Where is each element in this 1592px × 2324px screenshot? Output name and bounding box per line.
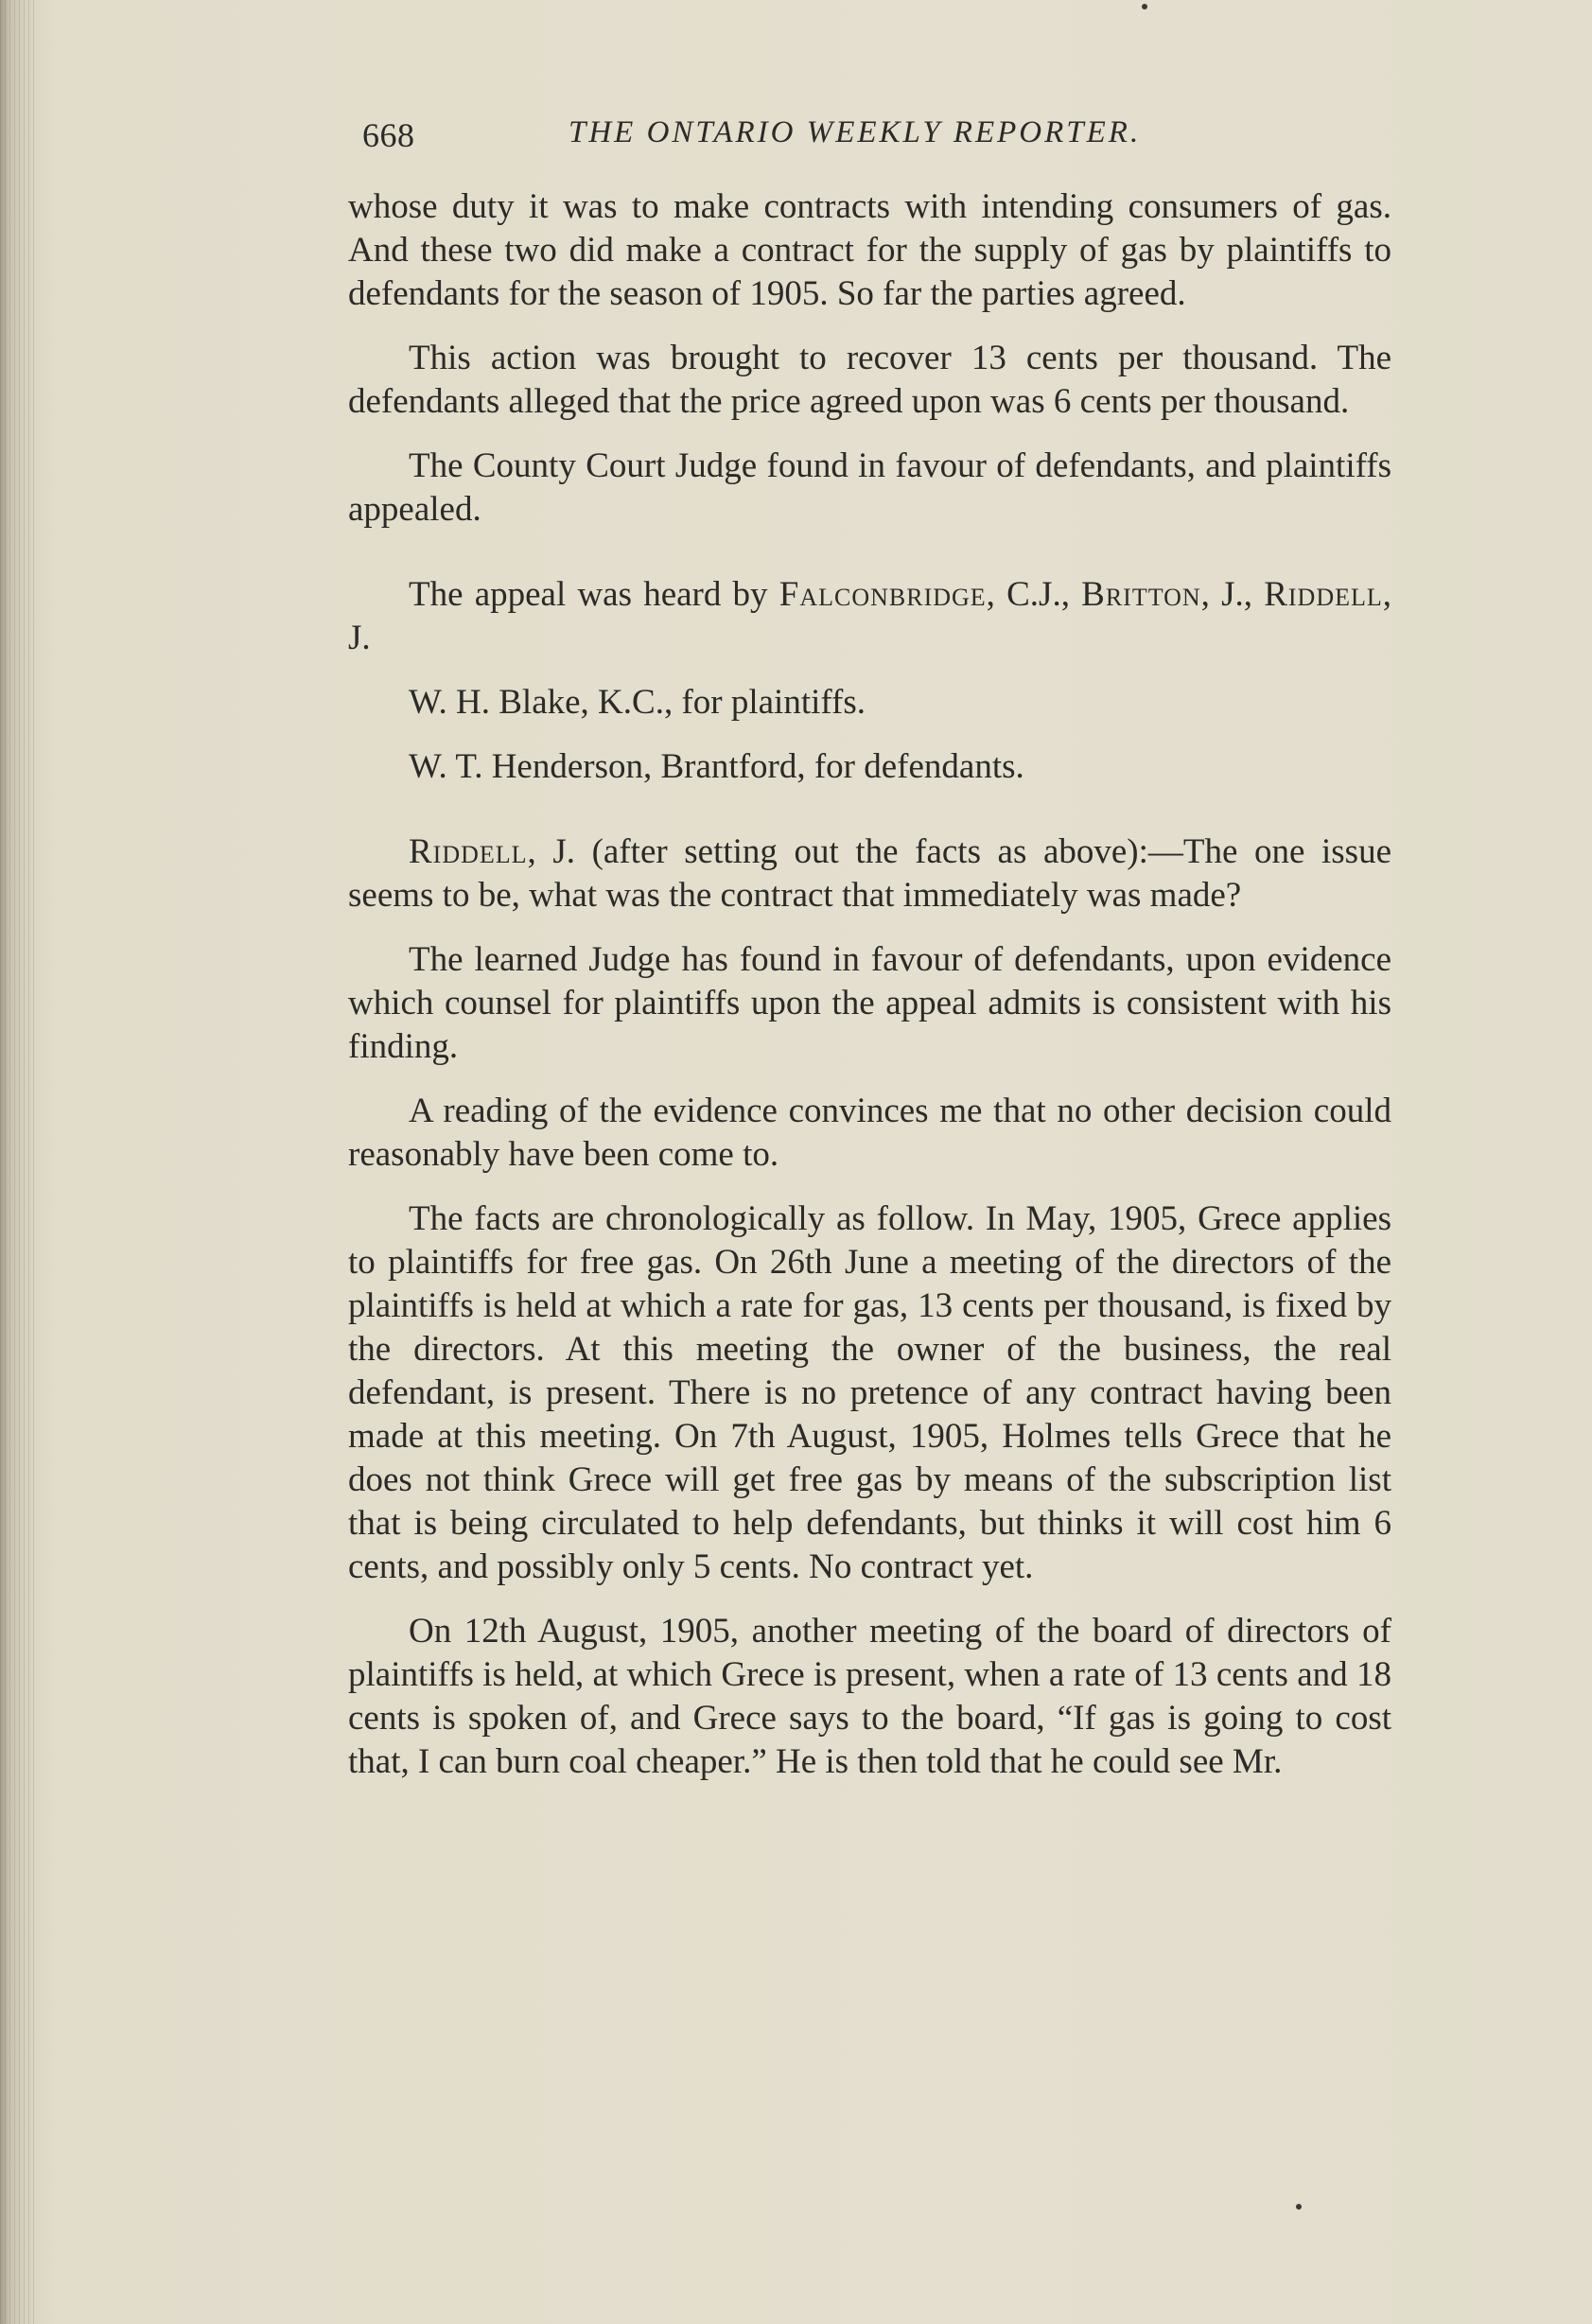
paragraph-evidence: A reading of the evidence convinces me that no other decision could reasonably have been come to. — [348, 1092, 1391, 1174]
binding-edge — [0, 0, 38, 2324]
judgment-opening-text: , J. (after setting out the facts as above):—The one issue seems to be, what was the contract that immediately was made? — [348, 832, 1391, 915]
judgment-judge-name: Riddell — [409, 832, 528, 871]
paragraph-county-court: The County Court Judge found in favour of defendants, and plaintiffs appealed. — [348, 446, 1391, 529]
page-header — [362, 115, 1393, 163]
paragraph-appeal-bench — [348, 573, 1391, 660]
page-number: 668 — [362, 116, 415, 154]
judge-britton: Britton — [1081, 575, 1201, 614]
paragraph-action: This action was brought to recover 13 cents per thousand. The defendants alleged that the price agreed upon was 6 cents per thousand. — [348, 339, 1391, 421]
print-speck — [1296, 2204, 1302, 2210]
bench-mid1: , C.J., — [986, 575, 1082, 614]
running-title: THE ONTARIO WEEKLY REPORTER. — [569, 115, 1142, 149]
paragraph-judgment-opening — [348, 830, 1391, 917]
paragraph-august-meeting: On 12th August, 1905, another meeting of the board of directors of plaintiffs is held, at which Grece is present, when a rate of 13 cents and 18 cents is spoken of, and Grece says to the board, “If gas is going to cost that, I can burn coal cheaper.” He is then told that he could see Mr. — [348, 1612, 1391, 1781]
judge-riddell: Riddell — [1264, 575, 1383, 614]
paragraph-continuation: whose duty it was to make contracts with intending consumers of gas. And these two did make a contract for the supply of gas by plaintiffs to defendants for the season of 1905. So far the parties agreed. — [348, 187, 1391, 313]
judge-falconbridge: Falconbridge — [779, 575, 987, 614]
counsel-plaintiffs: W. H. Blake, K.C., for plaintiffs. — [409, 683, 866, 722]
body-text — [348, 185, 1391, 1805]
counsel-defendants: W. T. Henderson, Brantford, for defendants. — [409, 747, 1024, 786]
paragraph-learned-judge: The learned Judge has found in favour of defendants, upon evidence which counsel for plaintiffs upon the appeal admits is consistent with his finding. — [348, 940, 1391, 1066]
paragraph-chronology: The facts are chronologically as follow. In May, 1905, Grece applies to plaintiffs for free gas. On 26th June a meeting of the directors of the plaintiffs is held at which a rate for gas, 13 cents per thousand, is fixed by the directors. At this meeting the owner of the business, the real defendant, is present. There is no pretence of any contract having been made at this meeting. On 7th August, 1905, Holmes tells Grece that he does not think Grece will get free gas by means of the subscription list that is being circulated to help defendants, but thinks it will cost him 6 cents, and possibly only 5 cents. No contract yet. — [348, 1199, 1391, 1586]
bench-mid2: , J., — [1200, 575, 1265, 614]
print-speck — [1142, 4, 1147, 9]
bench-pre: The appeal was heard by — [409, 575, 779, 614]
bench-post: , J. — [348, 575, 1392, 657]
